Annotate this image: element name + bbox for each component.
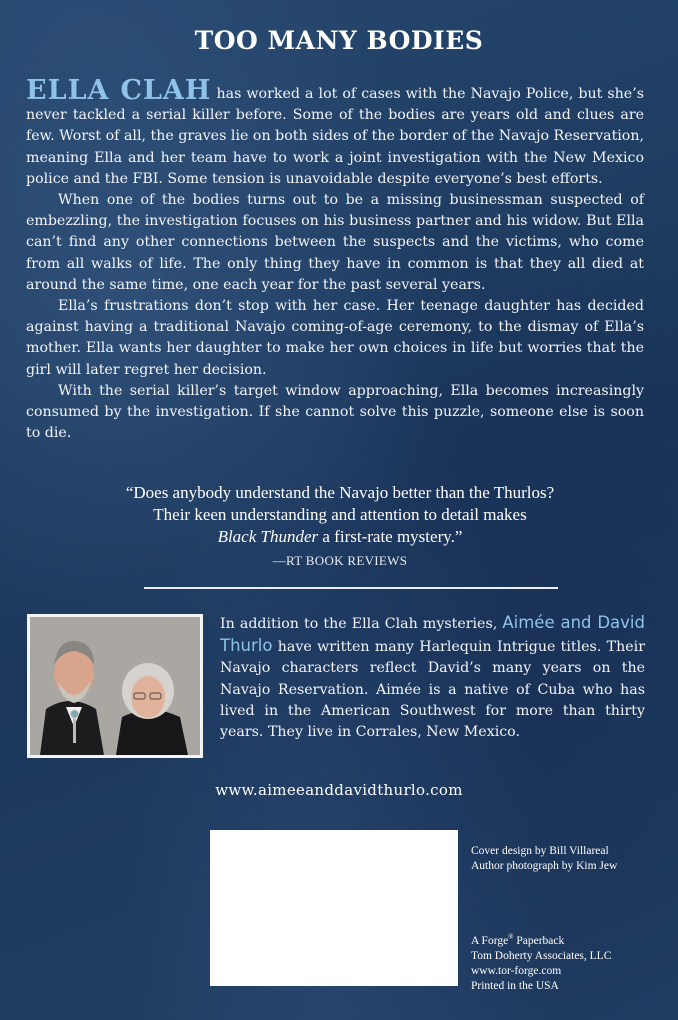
author-website: www.aimeeanddavidthurlo.com [215, 781, 463, 799]
protagonist-name: ELLA CLAH [26, 75, 212, 106]
publisher-company: Tom Doherty Associates, LLC [471, 949, 612, 962]
imprint-line [471, 930, 671, 949]
author-names: Aimée and David Thurlo [220, 613, 645, 656]
quote-line-1: “Does anybody understand the Navajo better than the Thurlos? [125, 483, 555, 502]
review-quote [60, 482, 620, 572]
publisher-url: www.tor-forge.com [471, 964, 562, 977]
imprint-name: A Forge [471, 934, 509, 947]
section-divider [144, 587, 558, 589]
author-bio-intro: In addition to the Ella Clah mysteries, [220, 616, 498, 632]
author-photo-credit: Author photograph by Kim Jew [471, 860, 618, 872]
synopsis-paragraph-1-text: has worked a lot of cases with the Navajo Police, but she’s never tackled a serial killer before. Some of the bodies are years old and clues are few. Worst of all, the graves lie on both sides of the border of the Navajo Reservation, meaning Ella and her team have to work a joint investigation with the New Mexico police and the FBI. Some tension is unavoidable despite everyone’s best efforts. [26, 86, 644, 187]
synopsis-paragraph-1 [26, 75, 644, 190]
author-photo [27, 614, 203, 758]
registered-mark: ® [508, 933, 514, 941]
cover-design-credit: Cover design by Bill Villareal [471, 845, 609, 857]
quote-line-3 [60, 526, 620, 548]
cover-credits [471, 844, 671, 874]
synopsis [26, 75, 644, 444]
book-back-title: TOO MANY BODIES [194, 26, 484, 55]
quote-source: —RT BOOK REVIEWS [272, 553, 408, 568]
barcode-area [210, 830, 458, 986]
author-bio-text: have written many Harlequin Intrigue titles. Their Navajo characters reflect David’s many years on the Navajo Reservation. Aimée is a native of Cuba who has lived in the American Southwest for more than thirty years. They live in Corrales, New Mexico. [220, 639, 645, 741]
publisher-info [471, 930, 671, 994]
quote-line-3-text: a first-rate mystery.” [318, 527, 463, 546]
synopsis-paragraph-3: Ella’s frustrations don’t stop with her case. Her teenage daughter has decided against having a traditional Navajo coming-of-age ceremony, to the dismay of Ella’s mother. Ella wants her daughter to make her own choices in life but worries that the girl will later regret her decision. [26, 298, 644, 378]
quoted-book-title: Black Thunder [217, 527, 319, 546]
printed-in: Printed in the USA [471, 979, 559, 992]
author-bio [220, 612, 645, 743]
synopsis-paragraph-4: With the serial killer’s target window approaching, Ella becomes increasingly consumed by the investigation. If she cannot solve this puzzle, someone else is soon to die. [26, 382, 644, 442]
quote-line-2: Their keen understanding and attention to detail makes [153, 505, 527, 524]
imprint-suffix: Paperback [513, 934, 565, 947]
synopsis-paragraph-2: When one of the bodies turns out to be a missing businessman suspected of embezzling, the investigation focuses on his business partner and his widow. But Ella can’t find any other connections between the suspects and the victims, who come from all walks of life. The only thing they have in common is that they all died at around the same time, one each year for the past several years. [26, 192, 644, 293]
author-photo-illustration [30, 617, 200, 755]
